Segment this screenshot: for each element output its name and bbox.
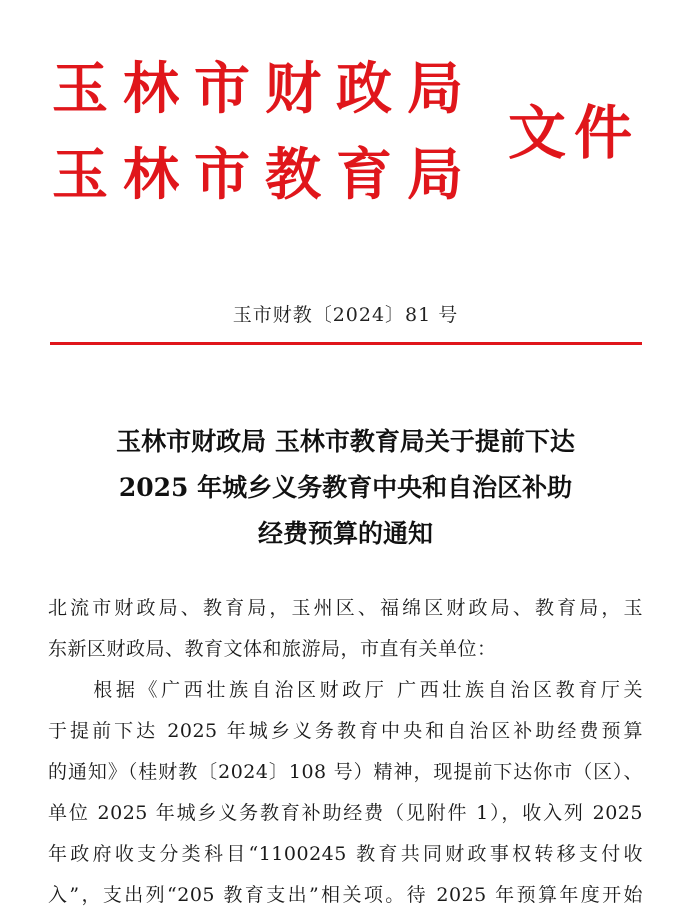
document-type-label: 文件 <box>508 99 641 167</box>
paragraph-line: 入”，支出列“205 教育支出”相关项。待 2025 年预算年度开始 <box>48 884 643 906</box>
red-divider <box>50 342 642 345</box>
title-line-3: 经费预算的通知 <box>257 519 433 548</box>
issuer-finance-bureau: 玉林市财政局 <box>52 57 478 122</box>
issuer-education-bureau: 玉林市教育局 <box>52 143 478 208</box>
paragraph-line: 于提前下达 2025 年城乡义务教育中央和自治区补助经费预算 <box>48 720 643 742</box>
title-line-2: 2025 年城乡义务教育中央和自治区补助 <box>118 473 573 502</box>
title-line-1: 玉林市财政局 玉林市教育局关于提前下达 <box>116 427 575 456</box>
paragraph-line: 的通知》（桂财教〔2024〕108 号）精神，现提前下达你市（区）、 <box>48 761 643 783</box>
paragraph-line: 单位 2025 年城乡义务教育补助经费（见附件 1），收入列 2025 <box>48 802 643 824</box>
paragraph-line: 根据《广西壮族自治区财政厅 广西壮族自治区教育厅关 <box>48 679 643 701</box>
document-number: 玉市财教〔2024〕81 号 <box>232 304 459 326</box>
salutation-line-1: 北流市财政局、教育局，玉州区、福绵区财政局、教育局，玉 <box>48 597 643 619</box>
salutation-line-2: 东新区财政局、教育文体和旅游局，市直有关单位： <box>48 638 497 660</box>
paragraph-line: 年政府收支分类科目“1100245 教育共同财政事权转移支付收 <box>48 843 643 865</box>
